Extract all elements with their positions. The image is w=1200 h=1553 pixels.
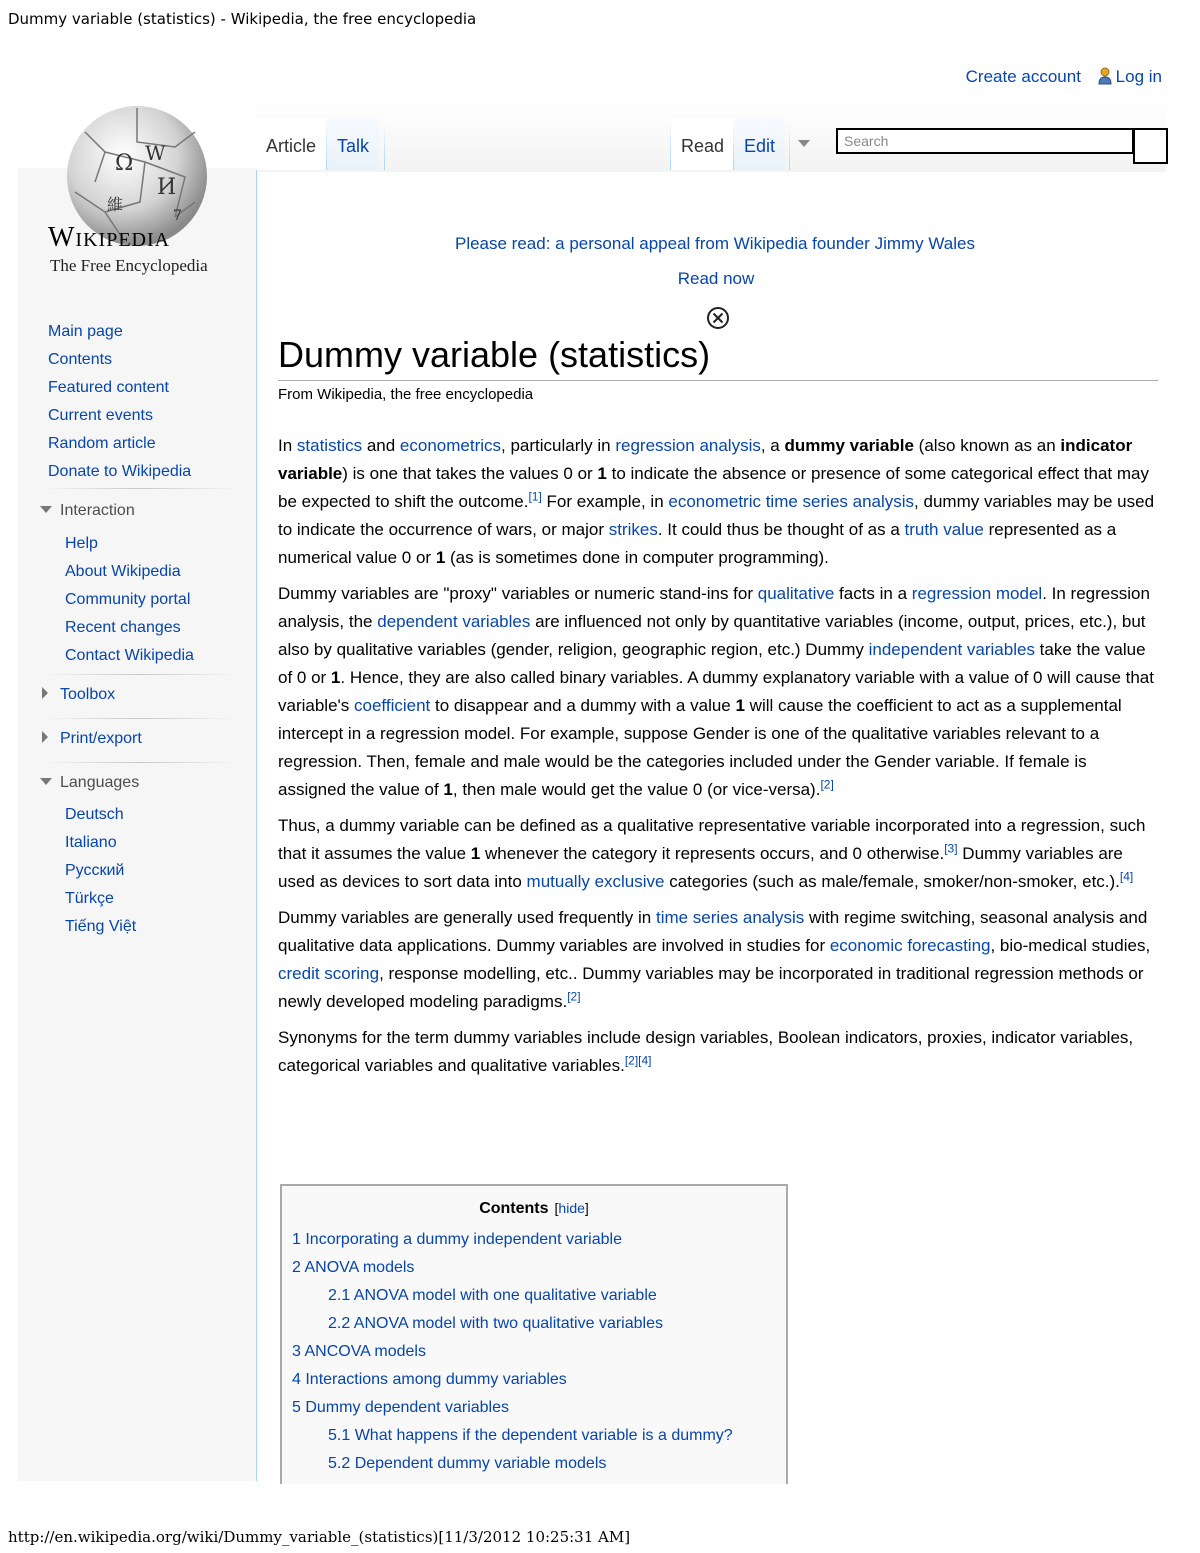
bold-term: dummy variable <box>784 436 914 455</box>
toc-item[interactable]: 5 Dummy dependent variables <box>292 1399 510 1416</box>
site-subtitle: From Wikipedia, the free encyclopedia <box>278 386 534 403</box>
toc-item[interactable]: 2 ANOVA models <box>292 1259 415 1276</box>
text: to indicate the absence or presence of some categorical effect that may be expected to shift the outcome. <box>278 464 1149 511</box>
tab-separator <box>789 118 790 170</box>
tab-article[interactable]: Article <box>256 118 326 170</box>
text: . It could thus be thought of as a <box>657 520 905 539</box>
text: whenever the category it represents occurs, and 0 otherwise. <box>480 844 945 863</box>
sidebar-languages <box>65 805 136 945</box>
sidebar-item-community-portal[interactable]: Community portal <box>65 591 191 608</box>
search-input[interactable]: Search <box>836 128 1134 154</box>
log-in-label: Log in <box>1115 67 1162 86</box>
text: , bio-medical studies, <box>990 936 1151 955</box>
user-icon <box>1098 67 1112 85</box>
text: , particularly in <box>501 436 616 455</box>
bold-term: 1 <box>330 668 341 687</box>
sidebar-item-about[interactable]: About Wikipedia <box>65 563 181 580</box>
text: ) is one that takes the values 0 or <box>342 464 598 483</box>
svg-text:維: 維 <box>107 195 124 214</box>
text: . Hence, they are also called binary variables. A dummy explanatory variable with a value of 0 will cause that variable's <box>278 668 1154 715</box>
text: represented as a numerical value 0 or <box>278 520 1117 567</box>
link-dependent-variables[interactable]: dependent variables <box>377 612 531 631</box>
text: Dummy variables are generally used frequently in <box>278 908 656 927</box>
text: For example, in <box>541 492 669 511</box>
sidebar-item-contents[interactable]: Contents <box>48 351 113 368</box>
sidebar-item-random-article[interactable]: Random article <box>48 435 156 452</box>
sidebar-item-featured-content[interactable]: Featured content <box>48 379 169 396</box>
text: Dummy variables are used as devices to sort data into <box>278 844 1123 891</box>
link-qualitative[interactable]: qualitative <box>757 584 835 603</box>
sidebar-interaction <box>65 534 194 674</box>
link-statistics[interactable]: statistics <box>296 436 363 455</box>
create-account-link[interactable]: Create account <box>965 67 1081 86</box>
toc-item[interactable]: 4 Interactions among dummy variables <box>292 1371 567 1388</box>
text: take the value of 0 or <box>278 640 1146 687</box>
text: and <box>362 436 400 455</box>
toolbox-heading[interactable] <box>40 686 115 704</box>
collapsed-arrow-icon <box>42 687 48 699</box>
toc-item[interactable]: 2.2 ANOVA model with two qualitative variables <box>328 1315 663 1332</box>
toc-item[interactable]: 1 Incorporating a dummy independent variable <box>292 1231 622 1248</box>
toc-item[interactable]: 3 ANCOVA models <box>292 1343 426 1360</box>
print-footer: http://en.wikipedia.org/wiki/Dummy_variable_(statistics)[11/3/2012 10:25:31 AM] <box>8 1528 631 1546</box>
interaction-heading-label: Interaction <box>60 502 135 519</box>
bold-term: 1 <box>470 844 481 863</box>
tab-read[interactable]: Read <box>671 118 734 170</box>
svg-text:W: W <box>145 141 166 165</box>
toc-item[interactable]: 5.1 What happens if the dependent variable is a dummy? <box>328 1427 733 1444</box>
sidebar-item-main-page[interactable]: Main page <box>48 323 123 340</box>
page-title: Dummy variable (statistics) <box>278 334 1158 381</box>
bold-term: 1 <box>443 780 453 799</box>
collapsed-arrow-icon <box>42 731 48 743</box>
languages-heading-label: Languages <box>60 774 140 791</box>
paragraph-4 <box>278 904 1158 1016</box>
toc-hide-label: hide <box>558 1200 585 1216</box>
text: (as is sometimes done in computer programming). <box>445 548 829 567</box>
paragraph-2 <box>278 580 1158 804</box>
link-coefficient[interactable]: coefficient <box>354 696 431 715</box>
citation-ref[interactable]: [2] <box>820 777 834 792</box>
table-of-contents <box>280 1184 788 1484</box>
languages-heading[interactable] <box>40 774 139 792</box>
text: facts in a <box>834 584 912 603</box>
sitenotice-appeal-link[interactable]: Please read: a personal appeal from Wikipedia founder Jimmy Wales <box>454 234 975 253</box>
sidebar-item-current-events[interactable]: Current events <box>48 407 153 424</box>
text: Dummy variables are "proxy" variables or numeric stand-ins for <box>278 584 758 603</box>
paragraph-1 <box>278 432 1158 572</box>
citation-ref[interactable]: [4] <box>638 1053 652 1068</box>
link-economic-forecasting[interactable]: economic forecasting <box>829 936 991 955</box>
toc-title-label: Contents <box>479 1200 549 1217</box>
language-russian[interactable]: Русский <box>65 862 125 879</box>
expanded-arrow-icon <box>40 778 52 785</box>
language-turkish[interactable]: Türkçe <box>65 890 114 907</box>
text: , then male would get the value 0 (or vice-versa). <box>452 780 821 799</box>
text: , response modelling, etc.. Dummy variables may be incorporated in traditional regression methods or newly developed modeling paradigms. <box>278 964 1144 1011</box>
svg-text:7: 7 <box>173 208 182 224</box>
portal-divider <box>40 488 240 489</box>
content-border <box>256 170 257 1481</box>
link-truth-value[interactable]: truth value <box>904 520 984 539</box>
text: . In regression analysis, the <box>278 584 1150 631</box>
link-econometrics[interactable]: econometrics <box>399 436 502 455</box>
citation-ref[interactable]: [4] <box>1119 869 1134 884</box>
paragraph-3 <box>278 812 1158 896</box>
text: Thus, a dummy variable can be defined as a qualitative representative variable incorporated into a regression, such that it assumes the value <box>278 816 1146 863</box>
wikipedia-tagline: The Free Encyclopedia <box>50 256 208 275</box>
link-regression-model[interactable]: regression model <box>911 584 1043 603</box>
link-independent-variables[interactable]: independent variables <box>868 640 1035 659</box>
citation-ref[interactable]: [2] <box>624 1053 639 1068</box>
personal-tools <box>954 67 1162 87</box>
more-actions-chevron-down-icon[interactable] <box>798 140 810 147</box>
text: categories (such as male/female, smoker/non-smoker, etc.). <box>664 872 1120 891</box>
sitenotice-read-now-link[interactable] <box>660 269 772 289</box>
toolbox-heading-label: Toolbox <box>60 686 116 703</box>
sidebar-item-recent-changes[interactable]: Recent changes <box>65 619 181 636</box>
link-regression-analysis[interactable]: regression analysis <box>615 436 761 455</box>
print-export-heading[interactable] <box>40 730 142 748</box>
citation-ref[interactable]: [3] <box>944 841 958 856</box>
wikipedia-wordmark: Wikipedia <box>48 222 171 253</box>
bold-term: 1 <box>435 548 446 567</box>
language-deutsch[interactable]: Deutsch <box>65 806 124 823</box>
log-in-link[interactable] <box>1098 67 1162 86</box>
link-strikes[interactable]: strikes <box>608 520 658 539</box>
tab-talk[interactable]: Talk <box>327 118 379 170</box>
print-header: Dummy variable (statistics) - Wikipedia, the free encyclopedia <box>8 10 477 28</box>
citation-ref[interactable]: [1] <box>528 489 542 504</box>
tab-separator <box>384 118 385 170</box>
portal-divider <box>40 762 240 763</box>
bold-term: 1 <box>597 464 607 483</box>
link-econometric-time-series[interactable]: econometric time series analysis <box>668 492 915 511</box>
tab-edit[interactable]: Edit <box>734 118 785 170</box>
text: with regime switching, seasonal analysis and qualitative data applications. Dummy variables are involved in studies for <box>278 908 1148 955</box>
sidebar-item-help[interactable]: Help <box>65 535 98 552</box>
svg-text:И: И <box>157 175 177 200</box>
citation-ref[interactable]: [2] <box>567 989 581 1004</box>
search-button[interactable] <box>1133 128 1168 164</box>
link-time-series-analysis[interactable]: time series analysis <box>655 908 805 927</box>
bold-term: indicator variable <box>278 436 1133 483</box>
text: Synonyms for the term dummy variables include design variables, Boolean indicators, proxies, indicator variables, categorical variables and qualitative variables. <box>278 1028 1134 1075</box>
text: to disappear and a dummy with a value <box>430 696 736 715</box>
article-body <box>278 432 1158 1088</box>
text: will cause the coefficient to act as a supplemental intercept in a regression model. For example, suppose Gender is one of the qualitative variables relevant to a regression. Then, female and male would be the categories included under the Gender variable. If female is assigned the value of <box>278 696 1122 799</box>
link-credit-scoring[interactable]: credit scoring <box>278 964 380 983</box>
toc-list <box>282 1226 786 1478</box>
text: , a <box>760 436 785 455</box>
read-now-label: Read now <box>677 269 755 288</box>
svg-text:Ω: Ω <box>115 151 134 176</box>
text: In <box>278 436 297 455</box>
sidebar-navigation <box>48 322 191 490</box>
text: are influenced not only by quantitative variables (income, output, prices, etc.), but also by qualitative variables (gender, religion, geographic region, etc.) Dummy <box>278 612 1146 659</box>
close-icon[interactable] <box>706 306 730 330</box>
bold-term: 1 <box>735 696 745 715</box>
sidebar-item-contact[interactable]: Contact Wikipedia <box>65 647 194 664</box>
text: , dummy variables may be used to indicate the occurrence of wars, or major <box>278 492 1155 539</box>
interaction-heading[interactable] <box>40 502 135 520</box>
expanded-arrow-icon <box>40 506 52 513</box>
toc-hide-toggle[interactable]: [hide] <box>554 1200 589 1216</box>
text: (also known as an <box>913 436 1061 455</box>
toc-title <box>282 1200 786 1218</box>
toc-item[interactable]: 2.1 ANOVA model with one qualitative variable <box>328 1287 657 1304</box>
print-export-heading-label: Print/export <box>60 730 142 747</box>
toc-item[interactable]: 5.2 Dependent dummy variable models <box>328 1455 607 1472</box>
portal-divider <box>40 674 240 675</box>
portal-divider <box>40 718 240 719</box>
language-vietnamese[interactable]: Tiếng Việt <box>65 918 137 935</box>
paragraph-5 <box>278 1024 1158 1080</box>
sidebar-item-donate[interactable]: Donate to Wikipedia <box>48 463 192 480</box>
link-mutually-exclusive[interactable]: mutually exclusive <box>526 872 665 891</box>
language-italiano[interactable]: Italiano <box>65 834 117 851</box>
